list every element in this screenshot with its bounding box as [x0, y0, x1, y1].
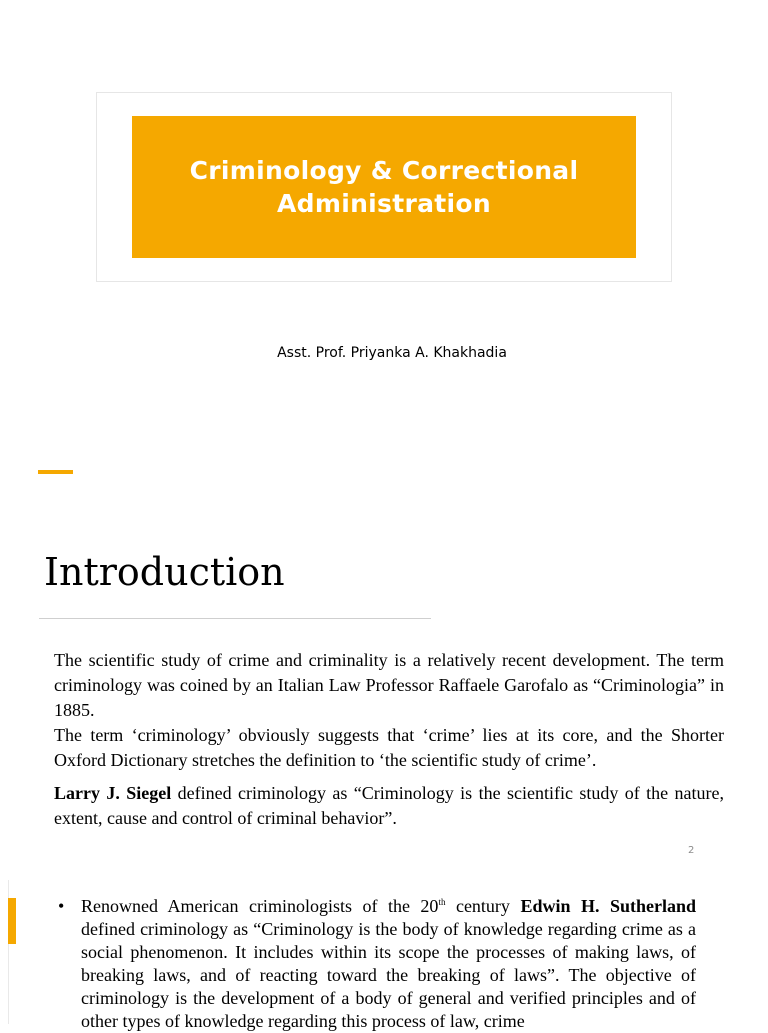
sutherland-text	[81, 895, 696, 1033]
section-heading: Introduction	[44, 550, 285, 594]
author-name: Asst. Prof. Priyanka A. Khakhadia	[277, 345, 507, 361]
bullet-text-b: century	[445, 896, 521, 916]
heading-divider	[39, 618, 431, 619]
bullet-text-a: Renowned American criminologists of the 20	[81, 896, 439, 916]
accent-dash	[38, 470, 73, 474]
paragraph-siegel	[54, 781, 724, 831]
page-number: 2	[688, 845, 695, 856]
accent-bar	[8, 898, 16, 944]
presentation-title: Criminology & Correctional Administration	[189, 156, 579, 218]
sutherland-name: Edwin H. Sutherland	[520, 896, 696, 916]
intro-body	[54, 648, 724, 831]
siegel-definition: defined criminology as “Criminology is the scientific study of the nature, extent, cause and control of criminal behavior”.	[54, 783, 724, 828]
paragraph-oxford: The term ‘criminology’ obviously suggests that ‘crime’ lies at its core, and the Shorter Oxford Dictionary stretches the definition to ‘the scientific study of crime’.	[54, 725, 724, 770]
title-banner	[132, 116, 636, 258]
siegel-name: Larry J. Siegel	[54, 783, 172, 803]
bullet-icon: •	[58, 896, 65, 916]
paragraph-garofalo: The scientific study of crime and criminality is a relatively recent development. The term criminology was coined by an Italian Law Professor Raffaele Garofalo as “Criminologia” in 1885.	[54, 650, 724, 720]
bullet-text-c: defined criminology as “Criminology is the body of knowledge regarding crime as a social phenomenon. It includes within its scope the processes of making laws, of breaking laws, and of reacting toward the breaking of laws”. The objective of criminology is the development of a body of general and verified principles and of other types of knowledge regarding this process of law, crime	[81, 919, 696, 1031]
bullet-item	[58, 895, 696, 1033]
superscript-th: th	[438, 897, 446, 907]
